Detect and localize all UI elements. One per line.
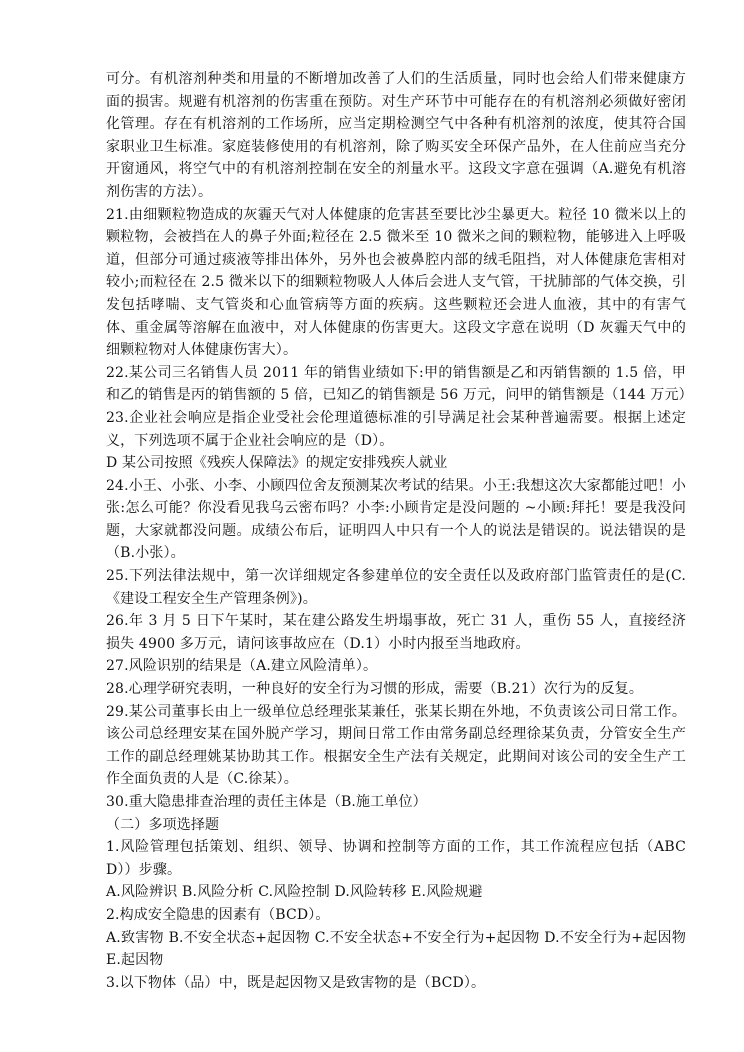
question-27: 27.风险识别的结果是（A.建立风险清单）。: [106, 658, 378, 675]
multi-question-2: 2.构成安全隐患的因素有（BCD）。: [106, 906, 330, 923]
multi-question-2-options: A.致害物 B.不安全状态+起因物 C.不安全状态+不安全行为+起因物 D.不安全行为+起因物 E.起因物: [106, 929, 686, 969]
question-26: 26.年 3 月 5 日下午某时，某在建公路发生坍塌事故，死亡 31 人，重伤 55 人，直接经济损失 4900 多万元，请问该事故应在（D.1）小时内报至当地政府。: [106, 613, 686, 652]
question-24: 24.小王、小张、小李、小顾四位舍友预测某次考试的结果。小王:我想这次大家都能过吧！小张:怎么可能？你没看见我乌云密布吗？小李:小顾肯定是没问题的 ~小顾:拜托！要是我没问题，大家就都没问题。成绩公布后，证明四人中只有一个人的说法是错误的。说法错误的是（B.小张）。: [106, 477, 686, 562]
question-22: 22.某公司三名销售人员 2011 年的销售业绩如下:甲的销售额是乙和丙销售额的 1.5 倍，甲和乙的销售是丙的销售额的 5 倍，已知乙的销售额是 56 万元，问甲的销售额是（144 万元）: [106, 364, 693, 404]
question-25: 25.下列法律法规中，第一次详细规定各参建单位的安全责任以及政府部门监管责任的是(C.《建设工程安全生产管理条例》)。: [106, 568, 686, 607]
question-28: 28.心理学研究表明，一种良好的安全行为习惯的形成，需要（B.21）次行为的反复。: [106, 681, 643, 698]
question-23-answer: D 某公司按照《残疾人保障法》的规定安排残疾人就业: [106, 455, 448, 472]
question-30: 30.重大隐患排查治理的责任主体是（B.施工单位）: [106, 794, 427, 810]
question-23: 23.企业社会响应是指企业受社会伦理道德标准的引导满足社会某种普遍需要。根据上述定义，下列选项不属于企业社会响应的是（D）。: [106, 409, 686, 449]
question-21: 21.由细颗粒物造成的灰霾天气对人体健康的危害甚至要比沙尘暴更大。粒径 10 微米以上的颗粒物，会被挡在人的鼻子外面;粒径在 2.5 微米至 10 微米之间的颗粒物，能够进入上呼吸道，但部分可通过痰液等排出体外，另外也会被鼻腔内部的绒毛阻挡，对人体健康危害相对较小;而粒径在 2.5 微米以下的细颗粒物吸人人体后会进人支气管，干扰肺部的气体交换，引发包括哮喘、支气管炎和心血管病等方面的疾病。这些颗粒还会进人血液，其中的有害气体、重金属等溶解在血液中，对人体健康的伤害更大。这段文字意在说明（D 灰霾天气中的细颗粒物对人体健康伤害大）。: [106, 206, 686, 359]
section-heading-multiple-choice: （二）多项选择题: [106, 816, 220, 833]
document-page: [106, 68, 693, 994]
multi-question-3: 3.以下物体（品）中，既是起因物又是致害物的是（BCD）。: [106, 974, 486, 991]
multi-question-1: 1.风险管理包括策划、组织、领导、协调和控制等方面的工作，其工作流程应包括（ABCD））步骤。: [106, 839, 686, 878]
multi-question-1-options: A.风险辨识 B.风险分析 C.风险控制 D.风险转移 E.风险规避: [106, 884, 483, 901]
paragraph-organic-solvent: 可分。有机溶剂种类和用量的不断增加改善了人们的生活质量，同时也会给人们带来健康方面的损害。规避有机溶剂的伤害重在预防。对生产环节中可能存在的有机溶剂必须做好密闭化管理。存在有机溶剂的工作场所，应当定期检测空气中各种有机溶剂的浓度，使其符合国家职业卫生标准。家庭装修使用的有机溶剂，除了购买安全环保产品外，在人住前应当充分开窗通风，将空气中的有机溶剂控制在安全的剂量水平。这段文字意在强调（A.避免有机溶剂伤害的方法）。: [106, 71, 686, 200]
question-29: 29.某公司董事长由上一级单位总经理张某兼任，张某长期在外地，不负责该公司日常工作。该公司总经理安某在国外脱产学习，期间日常工作由常务副总经理徐某负责，分管安全生产工作的副总经理姚某协助其工作。根据安全生产法有关规定，此期间对该公司的安全生产工作全面负责的人是（C.徐某）。: [106, 703, 686, 788]
